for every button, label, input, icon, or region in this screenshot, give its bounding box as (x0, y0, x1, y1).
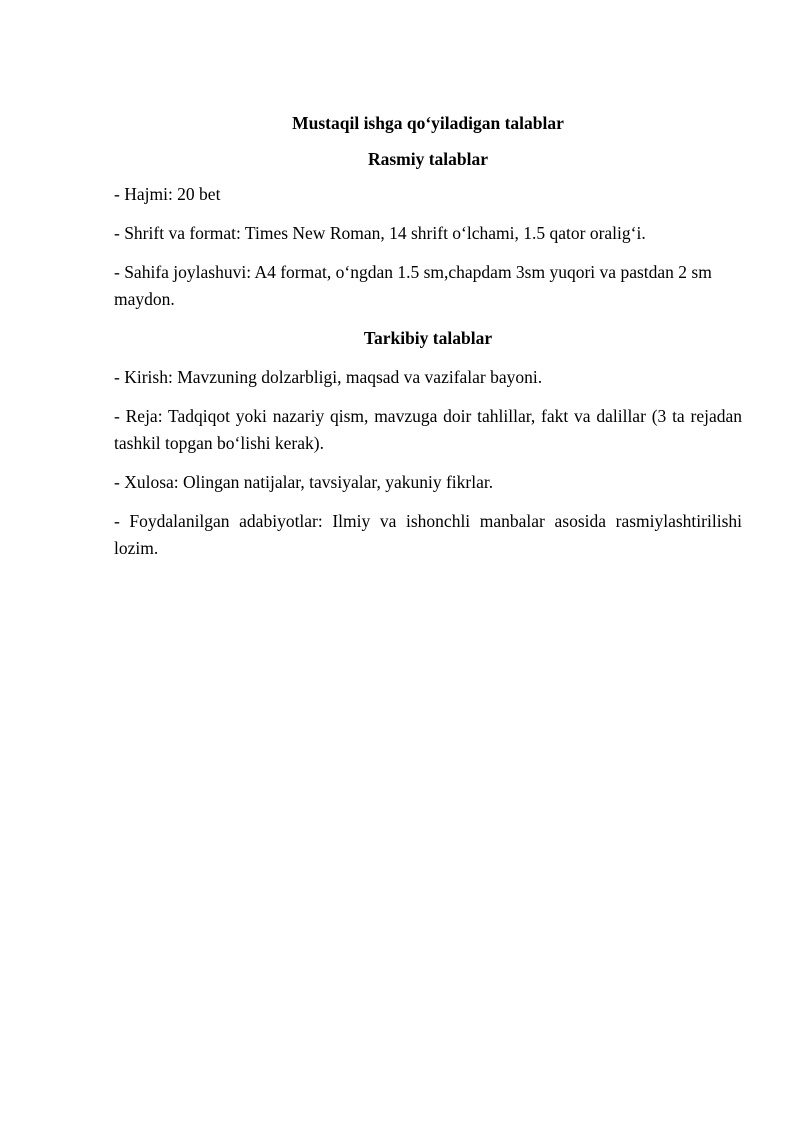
document-body (114, 110, 742, 574)
requirement-plan: - Reja: Tadqiqot yoki nazariy qism, mavzuga doir tahlillar, fakt va dalillar (3 ta rejadan tashkil topgan bo‘lishi kerak). (114, 406, 742, 453)
section-heading-formal: Rasmiy talablar (367, 149, 489, 169)
requirement-introduction: - Kirish: Mavzuning dolzarbligi, maqsad va vazifalar bayoni. (114, 367, 543, 387)
requirement-conclusion: - Xulosa: Olingan natijalar, tavsiyalar, yakuniy fikrlar. (114, 472, 494, 492)
requirement-references: - Foydalanilgan adabiyotlar: Ilmiy va ishonchli manbalar asosida rasmiylashtirilishi lozim. (114, 511, 742, 558)
requirement-page-layout: - Sahifa joylashuvi: A4 format, o‘ngdan 1.5 sm,chapdam 3sm yuqori va pastdan 2 sm maydon. (114, 262, 712, 309)
section-heading-structure: Tarkibiy talablar (363, 328, 493, 348)
requirement-volume: - Hajmi: 20 bet (114, 184, 221, 204)
document-title: Mustaqil ishga qo‘yiladigan talablar (292, 113, 564, 133)
requirement-font-format: - Shrift va format: Times New Roman, 14 shrift o‘lchami, 1.5 qator oralig‘i. (114, 223, 646, 243)
